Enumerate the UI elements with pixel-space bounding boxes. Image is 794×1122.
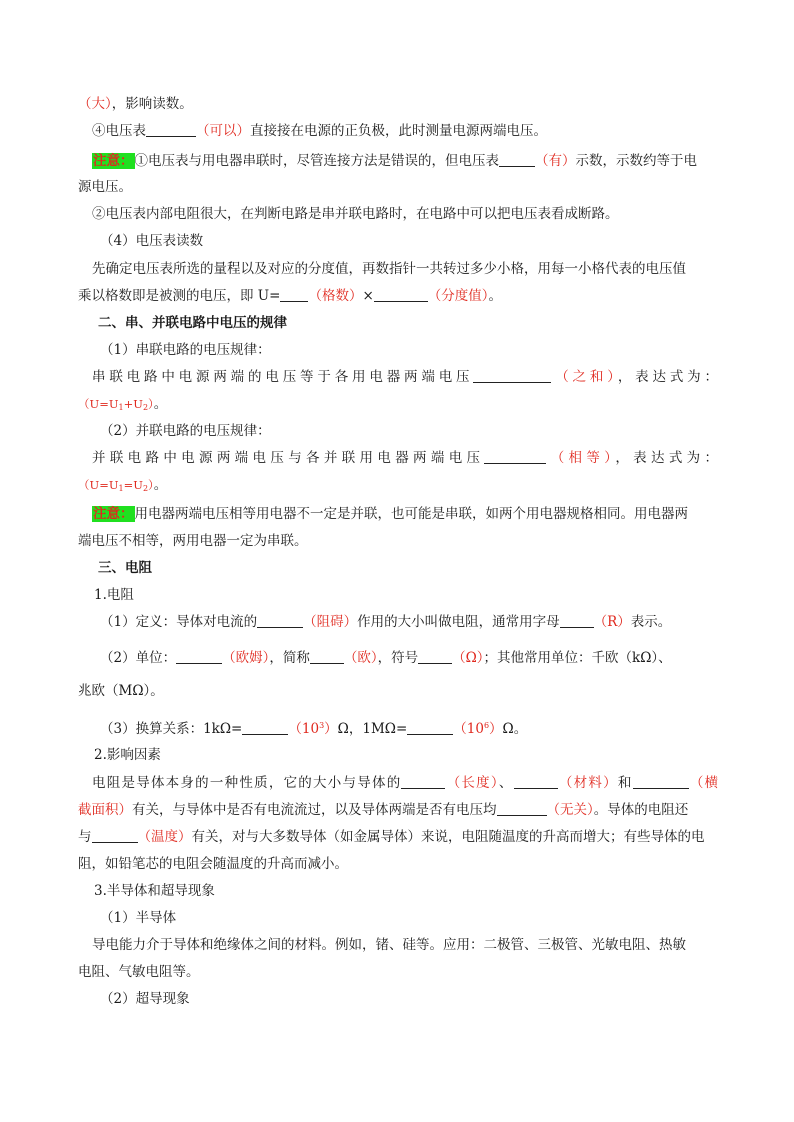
text-line-22: 兆欧（MΩ）。 (78, 683, 164, 699)
fill-blank (473, 368, 551, 383)
answer-text: （材料） (557, 775, 618, 791)
note-highlight: 注意： (93, 506, 134, 522)
text-line-23: （3）换算关系：$1k\Omega= (10^3)\Omega$，$1M\Omega= (10^6)\Omega$。 (100, 721, 528, 737)
text-line-17: 端电压不相等，两用电器一定为串联。 (78, 533, 308, 549)
answer-text: （格数） (308, 288, 363, 304)
answer-text: 截面积） (78, 802, 132, 818)
subheading-factors: 2.影响因素 (94, 747, 161, 763)
text-line-1: （大），影响读数。 (78, 96, 193, 112)
section-heading-2: 二、串、并联电路中电压的规律 (98, 315, 287, 331)
text-line-32: 电阻、气敏电阻等。 (78, 964, 200, 980)
fill-blank (514, 774, 558, 789)
answer-text: （大） (78, 96, 112, 112)
text-line-25: 电阻是导体本身的一种性质，它的大小与导体的 （长度）、 （材料）和 （横 (92, 775, 718, 791)
subheading-superconductivity: （2）超导现象 (100, 991, 190, 1007)
subheading-resistance: 1.电阻 (94, 587, 134, 603)
text-line-7: 先确定电压表所选的量程以及对应的分度值，再数指针一共转过多少小格，用每一小格代表的电压值 (92, 261, 686, 277)
answer-formula: $(U=U_1=U_2)$ (78, 478, 154, 493)
answer-text: （可以） (196, 123, 250, 139)
fill-blank (560, 613, 594, 628)
fill-blank (499, 152, 535, 167)
answer-text: （之和） (551, 369, 618, 385)
answer-text: （有） (535, 153, 576, 169)
text-line-31: 导电能力介于导体和绝缘体之间的材料。例如，锗、硅等。应用：二极管、三极管、光敏电阻、热敏 (92, 937, 686, 953)
answer-text: $(10^3)$ (288, 721, 338, 737)
answer-text: （分度值） (427, 288, 489, 304)
text-line-28: 阻，如铅笔芯的电阻会随温度的升高而减小。 (78, 856, 348, 872)
text-line-16: 注意：用电器两端电压相等用电器不一定是并联，也可能是串联，如两个用电器规格相同。用电器两 (93, 506, 688, 522)
fill-blank (633, 774, 689, 789)
fill-blank (374, 287, 428, 302)
answer-text: （横 (688, 775, 718, 791)
text-line-20: （1）定义：导体对电流的 （阻碍）作用的大小叫做电阻，通常用字母 （R）表示。 (100, 614, 672, 630)
text-line-11: 串联电路中电源两端的电压等于各用电器两端电压 （之和），表达式为： (92, 369, 718, 385)
subheading-semiconductor-superconductor: 3.半导体和超导现象 (94, 883, 215, 899)
subheading-voltmeter-reading: （4）电压表读数 (100, 233, 204, 249)
answer-formula: $(U=U_1+U_2)$ (78, 397, 154, 412)
fill-blank (484, 449, 546, 464)
answer-text: （阻碍） (303, 614, 358, 630)
fill-blank (401, 774, 445, 789)
fill-blank (146, 122, 196, 137)
text-line-27: 与 （温度）有关，对与大多数导体（如金属导体）来说，电阻随温度的升高而增大；有些导体的电 (78, 829, 705, 845)
text-line-14: 并联电路中电源两端电压与各并联用电器两端电压 （相等），表达式为： (92, 450, 718, 466)
text-line-21: （2）单位： （欧姆），简称 （欧），符号 （Ω）；其他常用单位：千欧（kΩ）、 (100, 650, 672, 666)
answer-text: （温度） (137, 829, 192, 845)
subheading-series-law: （1）串联电路的电压规律： (100, 342, 271, 358)
answer-text: （欧） (343, 650, 378, 666)
fill-blank (280, 287, 308, 302)
answer-text: （欧姆） (222, 650, 270, 666)
fill-blank (497, 801, 547, 816)
text-line-8: 乘以格数即是被测的电压，即 U= （格数）× （分度值）。 (78, 288, 503, 304)
fill-blank (176, 649, 222, 664)
text-line-3: 注意：①电压表与用电器串联时，尽管连接方法是错误的，但电压表 （有）示数，示数约等于电 (93, 153, 697, 169)
formula-series: $(U=U_1+U_2)$。 (78, 396, 168, 412)
answer-text: （R） (593, 614, 631, 630)
fill-blank (407, 720, 453, 735)
fill-blank (257, 613, 303, 628)
fill-blank (310, 649, 344, 664)
note-highlight: 注意： (93, 153, 134, 169)
text-line-2: ④电压表 （可以）直接接在电源的正负极，此时测量电源两端电压。 (92, 123, 547, 139)
formula-parallel: $(U=U_1=U_2)$。 (78, 477, 168, 493)
text-line-26: 截面积）有关，与导体中是否有电流流过，以及导体两端是否有电压均 （无关）。导体的电阻还 (78, 802, 689, 818)
answer-text: （长度） (445, 775, 499, 791)
answer-text: （无关） (546, 802, 594, 818)
fill-blank (418, 649, 452, 664)
fill-blank (92, 828, 138, 843)
fill-blank (242, 720, 288, 735)
text-line-4: 源电压。 (78, 179, 132, 195)
subheading-parallel-law: （2）并联电路的电压规律： (100, 423, 271, 439)
answer-text: （相等） (546, 450, 616, 466)
text-line-5: ②电压表内部电阻很大，在判断电路是串并联电路时，在电路中可以把电压表看成断路。 (92, 206, 619, 222)
answer-text: $(10^6)$ (453, 721, 503, 737)
section-heading-3: 三、电阻 (98, 560, 152, 576)
answer-text: （Ω） (452, 650, 484, 666)
subheading-semiconductor: （1）半导体 (100, 910, 177, 926)
